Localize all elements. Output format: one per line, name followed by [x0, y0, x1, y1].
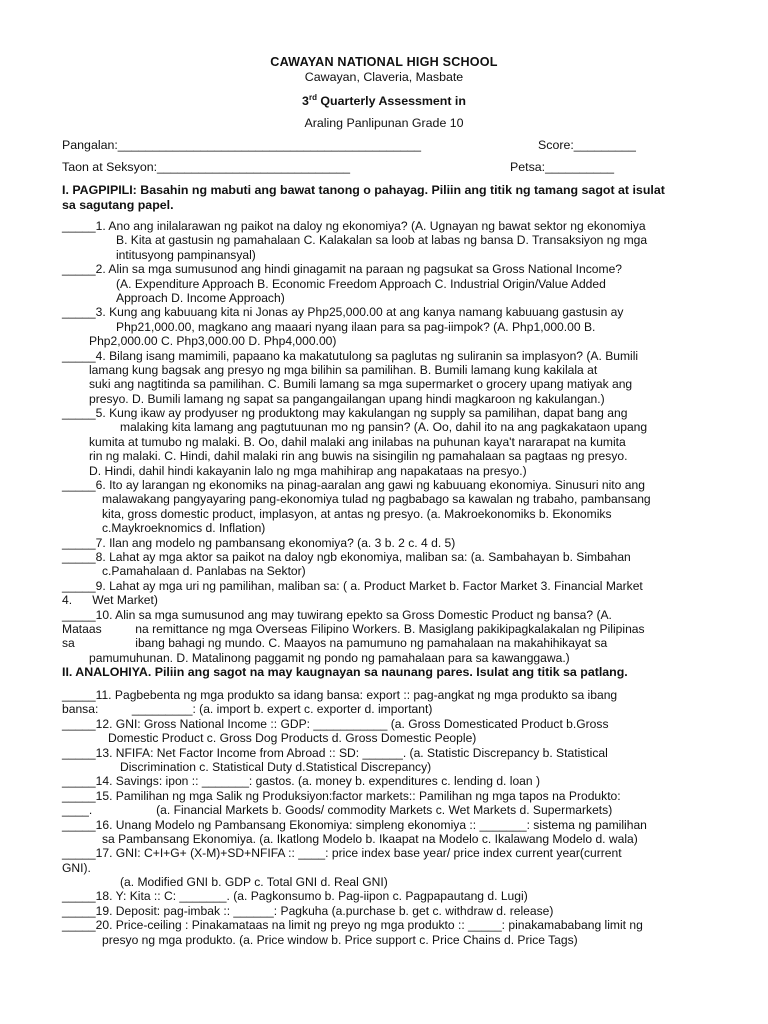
part2-questions — [62, 688, 712, 947]
question-line: sa ibang bahagi ng mundo. C. Maayos na pamumuno ng pamahalaan na makahihikayat sa — [62, 636, 608, 651]
question-line: (A. Expenditure Approach B. Economic Freedom Approach C. Industrial Origin/Value Added — [116, 276, 606, 291]
question-line: _____2. Alin sa mga sumusunod ang hindi ginagamit na paraan ng pagsukat sa Gross National Income? — [62, 262, 623, 277]
question-line: sa Pambansang Ekonomiya. (a. Ikatlong Modelo b. Ikaapat na Modelo c. Ikalawang Modelo d. wala) — [102, 831, 638, 846]
question-line: _____15. Pamilihan ng mga Salik ng Produksiyon:factor markets:: Pamilihan ng mga tapos na Produkto: — [62, 788, 621, 803]
question-line: intitusyong pampinansyal) — [116, 247, 256, 262]
question-line: lamang kung bagsak ang presyo ng mga bilihin sa pamilihan. B. Bumili lamang kung kakilala at — [89, 362, 598, 377]
question-line: malawakang pangyayaring pang-ekonomiya tulad ng pagbabago sa kawalan ng trabaho, pambansang — [102, 492, 651, 507]
question-line: _____11. Pagbebenta ng mga produkto sa idang bansa: export :: pag-angkat ng mga produkto sa ibang — [62, 688, 618, 702]
question-line: kita, gross domestic product, implasyon, at antas ng presyo. (a. Makroekonomiks b. Ekonomiks — [102, 506, 612, 521]
part1-questions — [62, 219, 712, 665]
question-line: _____16. Unang Modelo ng Pambansang Ekonomiya: simpleng ekonomiya :: _______: sistema ng pamilihan — [62, 817, 647, 832]
score-field: Score:_________ — [538, 138, 636, 152]
question-line: suki ang nagtitinda sa pamilihan. C. Bumili lamang sa mga supermarket o grocery upang matiyak ang — [89, 377, 633, 392]
assessment-number: 3 — [302, 94, 309, 109]
question-line: c.Maykroeknomics d. Inflation) — [102, 521, 266, 536]
question-line: Php21,000.00, magkano ang maaari nyang ilaan para sa pag-iimpok? (A. Php1,000.00 B. — [116, 319, 596, 334]
part1-instruction — [62, 183, 712, 212]
question-line: _____12. GNI: Gross National Income :: GDP: ___________ (a. Gross Domesticated Product b.Gross — [62, 716, 609, 731]
school-address: Cawayan, Claveria, Masbate — [304, 70, 464, 84]
question-line: rin ng malaki. C. Hindi, dahil malaki rin ang buwis na sisingilin ng pamahalaan sa pagtaas ng presyo. — [89, 449, 628, 464]
subject-title: Araling Panlipunan Grade 10 — [304, 116, 464, 130]
question-line: _____8. Lahat ay mga aktor sa paikot na daloy ngb ekonomiya, maliban sa: (a. Sambahayan b. Simbahan — [62, 549, 631, 564]
assessment-title — [0, 93, 768, 108]
question-line: Discrimination c. Statistical Duty d.Statistical Discrepancy) — [120, 759, 432, 774]
question-line: _____13. NFIFA: Net Factor Income from Abroad :: SD: ______. (a. Statistic Discrepancy b. Statistical — [62, 745, 608, 760]
question-line: Approach D. Income Approach) — [116, 290, 285, 305]
question-line: GNI). — [62, 860, 91, 875]
question-line: _____5. Kung ikaw ay prodyuser ng produktong may kakulangan ng supply sa pamilihan, dapat bang ang — [62, 406, 628, 421]
question-line: _____1. Ano ang inilalarawan ng paikot na daloy ng ekonomiya? (A. Ugnayan ng bawat sektor ng ekonomiya — [62, 219, 646, 233]
question-line: presyo. D. Bumili lamang ng sapat sa pangangailangan upang hindi magkaroon ng kakulangan.) — [89, 391, 605, 406]
question-line: Php2,000.00 C. Php3,000.00 D. Php4,000.00) — [89, 334, 337, 349]
question-line: pamumuhunan. D. Matalinong paggamit ng pondo ng pamahalaan para sa kawanggawa.) — [89, 650, 570, 665]
part1-instruction-line: I. PAGPIPILI: Basahin ng mabuti ang bawat tanong o pahayag. Piliin ang titik ng tamang sagot at isulat — [62, 183, 665, 197]
assessment-label: Quarterly Assessment in — [316, 94, 466, 109]
question-line: malaking kita lamang ang pagtutuunan mo ng pansin? (A. Oo, dahil ito na ang pagkakataon upang — [120, 420, 648, 435]
question-line: _____18. Y: Kita :: C: _______. (a. Pagkonsumo b. Pag-iipon c. Pagpapautang d. Lugi) — [62, 889, 528, 904]
question-line: _____14. Savings: ipon :: _______: gastos. (a. money b. expenditures c. lending d. loan ) — [62, 774, 541, 789]
name-field: Pangalan:____________________________________________ — [62, 138, 422, 152]
question-line: presyo ng mga produkto. (a. Price window b. Price support c. Price Chains d. Price Tags) — [102, 932, 578, 947]
question-line: Domestic Product c. Gross Dog Products d. Gross Domestic People) — [108, 731, 477, 746]
question-line: 4. Wet Market) — [62, 593, 158, 608]
question-line: kumita at tumubo ng malaki. B. Oo, dahil malaki ang inilabas na puhunan kaya't nararapat na kumita — [89, 434, 626, 449]
question-line: _____10. Alin sa mga sumusunod ang may tuwirang epekto sa Gross Domestic Product ng bansa? (A. — [62, 607, 612, 622]
school-name: CAWAYAN NATIONAL HIGH SCHOOL — [270, 55, 498, 69]
part2-instruction: II. ANALOHIYA. Piliin ang sagot na may kaugnayan sa naunang pares. Isulat ang titik sa patlang. — [62, 665, 628, 679]
question-line: _____6. Ito ay larangan ng ekonomiks na pinag-aaralan ang gawi ng kabuuang ekonomiya. Sinusuri nito ang — [62, 478, 645, 493]
question-line: c.Pamahalaan d. Panlabas na Sektor) — [102, 564, 306, 579]
question-line: bansa: _________: (a. import b. expert c. exporter d. important) — [62, 702, 433, 717]
part1-instruction-line: sa sagutang papel. — [62, 197, 174, 212]
question-line: D. Hindi, dahil hindi kakayanin lalo ng mga mahihirap ang napakataas na presyo.) — [89, 463, 527, 478]
question-line: (a. Modified GNI b. GDP c. Total GNI d. Real GNI) — [120, 875, 388, 890]
question-line: _____9. Lahat ay mga uri ng pamilihan, maliban sa: ( a. Product Market b. Factor Market 3. Financial Market — [62, 578, 643, 593]
question-line: ____. (a. Financial Markets b. Goods/ commodity Markets c. Wet Markets d. Supermarkets) — [62, 803, 613, 818]
question-line: _____3. Kung ang kabuuang kita ni Jonas ay Php25,000.00 at ang kanya namang kabuuang gastusin ay — [62, 305, 624, 320]
question-line: _____4. Bilang isang mamimili, papaano ka makatutulong sa paglutas ng suliranin sa implasyon? (A. Bumili — [62, 348, 639, 363]
section-field: Taon at Seksyon:____________________________ — [62, 160, 351, 174]
date-field: Petsa:__________ — [510, 160, 615, 174]
question-line: Mataas na remittance ng mga Overseas Filipino Workers. B. Masiglang pakikipagkalakalan ng Pilipinas — [62, 621, 645, 636]
question-line: _____17. GNI: C+I+G+ (X-M)+SD+NFIFA :: ____: price index base year/ price index current year(current — [62, 846, 622, 861]
question-line: B. Kita at gastusin ng pamahalaan C. Kalakalan sa loob at labas ng bansa D. Transaksiyon ng mga — [116, 233, 648, 248]
assessment-ordinal: rd — [308, 93, 317, 102]
question-line: _____20. Price-ceiling : Pinakamataas na limit ng preyo ng mga produkto :: _____: pinakamababang limit ng — [62, 918, 643, 933]
question-line: _____7. Ilan ang modelo ng pambansang ekonomiya? (a. 3 b. 2 c. 4 d. 5) — [62, 535, 456, 550]
question-line: _____19. Deposit: pag-imbak :: ______: Pagkuha (a.purchase b. get c. withdraw d. release) — [62, 903, 554, 918]
